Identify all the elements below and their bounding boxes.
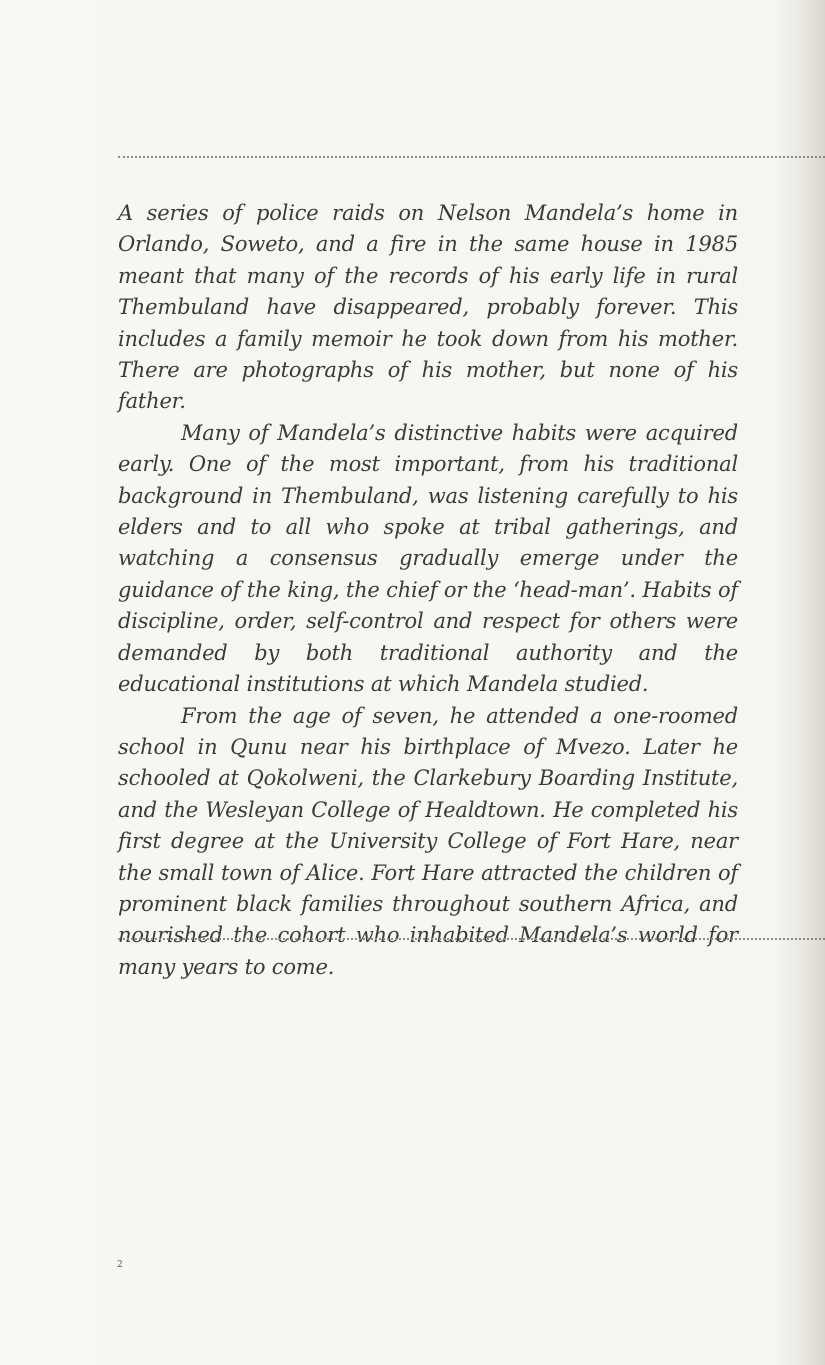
paragraph-1: A series of police raids on Nelson Mandela’s home in Orlando, Soweto, and a fire in the same house in 1985 meant that many of the records of his early life in rural Thembuland have disappeared, probably forever. This includes a family memoir he took down from his mother. There are photographs of his mother, but none of his father. [118, 201, 738, 414]
paragraph-3: From the age of seven, he attended a one-roomed school in Qunu near his birthplace of Mvezo. Later he schooled at Qokolweni, the Clarkebury Boarding Institute, and the Wesleyan College of Healdtown. He completed his first degree at the University College of Fort Hare, near the small town of Alice. Fort Hare attracted the children of prominent black families throughout southern Africa, and nourished the cohort who inhabited Mandela’s world for many years to come. [118, 703, 738, 979]
bottom-dotted-rule [118, 938, 825, 940]
page-number: 2 [117, 1260, 123, 1270]
body-text [118, 198, 738, 983]
paragraph-2: Many of Mandela’s distinctive habits were acquired early. One of the most important, from his traditional background in Thembuland, was listening carefully to his elders and to all who spoke at tribal gatherings, and watching a consensus gradually emerge under the guidance of the king, the chief or the ‘head-man’. Habits of discipline, order, self-control and respect for others were demanded by both traditional authority and the educational institutions at which Mandela studied. [118, 420, 738, 697]
top-dotted-rule [118, 156, 825, 158]
